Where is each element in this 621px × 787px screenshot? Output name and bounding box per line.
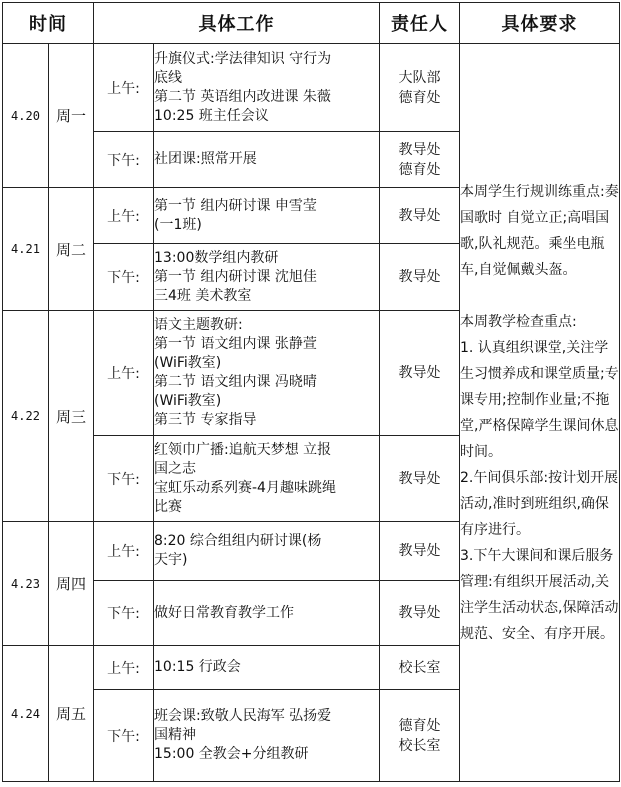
period-label-am: 上午: bbox=[94, 522, 154, 581]
schedule-table bbox=[2, 2, 620, 782]
work-cell bbox=[154, 690, 380, 782]
period-label-pm: 下午: bbox=[94, 132, 154, 188]
work-cell bbox=[154, 44, 380, 132]
work-line: 比赛 bbox=[154, 498, 182, 515]
work-line: 天宇) bbox=[154, 552, 188, 568]
responsible-line: 教导处 bbox=[398, 605, 441, 621]
date-cell: 4.23 bbox=[3, 522, 49, 646]
responsible-cell bbox=[380, 244, 460, 311]
work-line: 8:20 综合组组内研讨课(杨 bbox=[154, 533, 322, 549]
work-line: 底线 bbox=[154, 69, 182, 86]
work-cell bbox=[154, 311, 380, 436]
requirements-para-teaching: 本周教学检查重点: bbox=[460, 313, 577, 330]
header-time: 时间 bbox=[3, 3, 94, 44]
header-requirements: 具体要求 bbox=[460, 3, 620, 44]
responsible-line: 教导处 bbox=[398, 543, 441, 559]
requirements-spacer bbox=[460, 283, 619, 309]
weekday-cell: 周五 bbox=[49, 646, 94, 782]
work-line: 国之志 bbox=[154, 460, 196, 477]
work-cell bbox=[154, 522, 380, 581]
weekday-cell: 周四 bbox=[49, 522, 94, 646]
responsible-line: 校长室 bbox=[398, 659, 441, 676]
weekday-cell: 周三 bbox=[49, 311, 94, 522]
work-line: 第一节 组内研讨课 沈旭佳 bbox=[154, 268, 317, 285]
work-line: 第一节 组内研讨课 申雪莹 bbox=[154, 197, 317, 214]
work-cell bbox=[154, 132, 380, 188]
responsible-line: 德育处 bbox=[398, 161, 441, 178]
work-line: 做好日常教育教学工作 bbox=[154, 604, 294, 621]
work-line: 10:15 行政会 bbox=[154, 659, 241, 675]
work-cell bbox=[154, 646, 380, 690]
responsible-cell bbox=[380, 522, 460, 581]
period-label-am: 上午: bbox=[94, 44, 154, 132]
work-cell bbox=[154, 244, 380, 311]
work-line: 红领巾广播:追航天梦想 立报 bbox=[154, 441, 332, 458]
work-line: 第三节 专家指导 bbox=[154, 412, 257, 428]
responsible-cell bbox=[380, 581, 460, 646]
responsible-cell bbox=[380, 690, 460, 782]
work-line: 国精神 bbox=[154, 727, 196, 743]
responsible-line: 教导处 bbox=[398, 470, 441, 487]
work-line: 15:00 全教会+分组教研 bbox=[154, 746, 309, 762]
requirements-item-2: 2.午间俱乐部:按计划开展活动,准时到班组织,确保有序进行。 bbox=[460, 469, 619, 538]
work-line: 13:00数学组内教研 bbox=[154, 249, 279, 266]
work-line: 宝虹乐动系列赛-4月趣味跳绳 bbox=[154, 479, 336, 496]
header-work: 具体工作 bbox=[94, 3, 380, 44]
work-cell bbox=[154, 436, 380, 522]
header-responsible: 责任人 bbox=[380, 3, 460, 44]
weekday-cell: 周一 bbox=[49, 44, 94, 188]
work-line: 第二节 英语组内改进课 朱薇 bbox=[154, 88, 331, 105]
responsible-line: 教导处 bbox=[398, 365, 441, 381]
period-label-am: 上午: bbox=[94, 188, 154, 244]
period-label-pm: 下午: bbox=[94, 690, 154, 782]
requirements-item-3: 3.下午大课间和课后服务管理:有组织开展活动,关注学生活动状态,保障活动规范、安全、有序开展。 bbox=[460, 547, 619, 642]
work-line: (WiFi教室) bbox=[154, 355, 222, 371]
work-cell bbox=[154, 581, 380, 646]
date-cell: 4.22 bbox=[3, 311, 49, 522]
responsible-line: 校长室 bbox=[398, 737, 441, 754]
responsible-cell bbox=[380, 436, 460, 522]
work-line: 升旗仪式:学法律知识 守行为 bbox=[154, 50, 332, 67]
date-cell: 4.21 bbox=[3, 188, 49, 311]
work-cell bbox=[154, 188, 380, 244]
work-line: 班会课:致敬人民海军 弘扬爱 bbox=[154, 708, 332, 724]
responsible-line: 德育处 bbox=[398, 717, 441, 734]
responsible-cell bbox=[380, 311, 460, 436]
requirements-cell bbox=[460, 44, 620, 782]
responsible-cell bbox=[380, 44, 460, 132]
work-line: 语文主题教研: bbox=[154, 317, 243, 333]
work-line: (WiFi教室) bbox=[154, 393, 222, 409]
work-line: 第一节 语文组内课 张静萱 bbox=[154, 336, 317, 352]
responsible-cell bbox=[380, 132, 460, 188]
work-line: 社团课:照常开展 bbox=[154, 151, 257, 167]
requirements-para-behavior: 本周学生行规训练重点:奏国歌时 自觉立正;高唱国歌,队礼规范。乘坐电瓶车,自觉佩戴头盔。 bbox=[460, 183, 619, 278]
work-line: 10:25 班主任会议 bbox=[154, 107, 269, 124]
period-label-pm: 下午: bbox=[94, 581, 154, 646]
responsible-line: 教导处 bbox=[398, 207, 441, 224]
date-cell: 4.24 bbox=[3, 646, 49, 782]
header-row bbox=[3, 3, 620, 44]
table-row bbox=[3, 44, 620, 132]
period-label-pm: 下午: bbox=[94, 436, 154, 522]
responsible-line: 教导处 bbox=[398, 269, 441, 285]
work-line: (一1班) bbox=[154, 216, 202, 233]
responsible-line: 大队部 bbox=[398, 69, 441, 86]
work-line: 第二节 语文组内课 冯晓晴 bbox=[154, 374, 317, 390]
period-label-am: 上午: bbox=[94, 311, 154, 436]
responsible-cell bbox=[380, 646, 460, 690]
work-line: 三4班 美术教室 bbox=[154, 287, 252, 304]
responsible-cell bbox=[380, 188, 460, 244]
responsible-line: 德育处 bbox=[398, 89, 441, 106]
responsible-line: 教导处 bbox=[398, 141, 441, 158]
period-label-pm: 下午: bbox=[94, 244, 154, 311]
weekday-cell: 周二 bbox=[49, 188, 94, 311]
date-cell: 4.20 bbox=[3, 44, 49, 188]
requirements-item-1: 1. 认真组织课堂,关注学生习惯养成和课堂质量;专课专用;控制作业量;不拖堂,严格保障学生课间休息时间。 bbox=[460, 339, 619, 460]
period-label-am: 上午: bbox=[94, 646, 154, 690]
